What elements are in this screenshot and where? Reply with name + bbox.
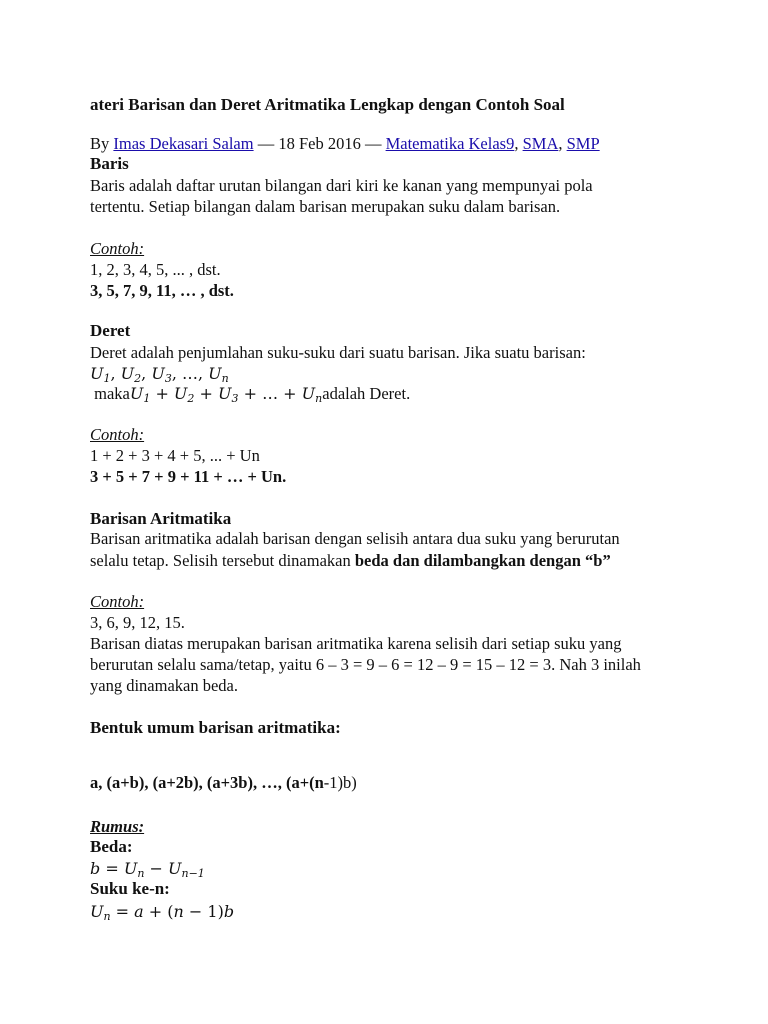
rumus-heading: Rumus: [90,817,145,836]
deret-example-1: 1 + 2 + 3 + 4 + 5, ... + Un [90,446,260,465]
aritmatika-explain-3: yang dinamakan beda. [90,676,238,695]
beda-definition: beda dan dilambangkan dengan “b” [354,551,611,570]
page-title: ateri Barisan dan Deret Aritmatika Lengkap dengan Contoh Soal [90,95,565,114]
baris-para-2: tertentu. Setiap bilangan dalam barisan merupakan suku dalam barisan. [90,197,561,216]
contoh-label-aritmatika: Contoh: [90,592,145,611]
deret-maka-line [90,383,410,404]
adalah-text: adalah Deret. [322,384,411,403]
aritmatika-example: 3, 6, 9, 12, 15. [90,613,185,632]
baris-example-2: 3, 5, 7, 9, 11, … , dst. [90,281,234,300]
deret-para-1: Deret adalah penjumlahan suku-suku dari suatu barisan. Jika suatu barisan: [90,343,586,362]
contoh-label-deret: Contoh: [90,425,145,444]
heading-bentuk-umum: Bentuk umum barisan aritmatika: [90,718,341,737]
baris-para-1: Baris adalah daftar urutan bilangan dari kiri ke kanan yang mempunyai pola [90,176,593,195]
author-link[interactable]: Imas Dekasari Salam [113,134,254,153]
aritmatika-para-2: selalu tetap. Selisih tersebut dinamakan beda dan dilambangkan dengan “b” [90,551,611,570]
baris-example-1: 1, 2, 3, 4, 5, ... , dst. [90,260,221,279]
heading-deret: Deret [90,321,131,340]
suku-formula: $U_n = a + (n - 1)b$ [90,902,235,923]
deret-example-2: 3 + 5 + 7 + 9 + 11 + … + Un. [90,467,287,486]
category-link-smp[interactable]: SMP [566,134,600,153]
category-link-matematika[interactable]: Matematika Kelas9 [385,134,515,153]
byline-by: By [90,134,110,153]
category-link-sma[interactable]: SMA [522,134,559,153]
beda-label: Beda: [90,837,133,856]
beda-formula: $b = U_n - U_{n-1}$ [90,859,205,880]
maka-text: maka [94,384,130,403]
heading-barisan-aritmatika: Barisan Aritmatika [90,509,232,528]
byline: By Imas Dekasari Salam — 18 Feb 2016 — Matematika Kelas9, SMA, SMP [90,134,600,153]
heading-baris: Baris [90,154,129,173]
suku-label: Suku ke-n: [90,879,170,898]
bentuk-umum-formula: a, (a+b), (a+2b), (a+3b), …, (a+(n-1)b) [90,773,357,792]
aritmatika-para-1: Barisan aritmatika adalah barisan dengan selisih antara dua suku yang berurutan [90,529,620,548]
byline-date: — 18 Feb 2016 — [257,134,382,153]
contoh-label-baris: Contoh: [90,239,145,258]
deret-sequence-formula: $U_1$, $U_2$, $U_3$, …, $U_n$ [90,364,229,385]
aritmatika-explain-2: berurutan selalu sama/tetap, yaitu 6 – 3 = 9 – 6 = 12 – 9 = 15 – 12 = 3. Nah 3 inilah [90,655,641,674]
deret-sum-formula: $U_1 + U_2 + U_3$ + … + $U_n$ [129,384,323,405]
aritmatika-explain-1: Barisan diatas merupakan barisan aritmatika karena selisih dari setiap suku yang [90,634,622,653]
